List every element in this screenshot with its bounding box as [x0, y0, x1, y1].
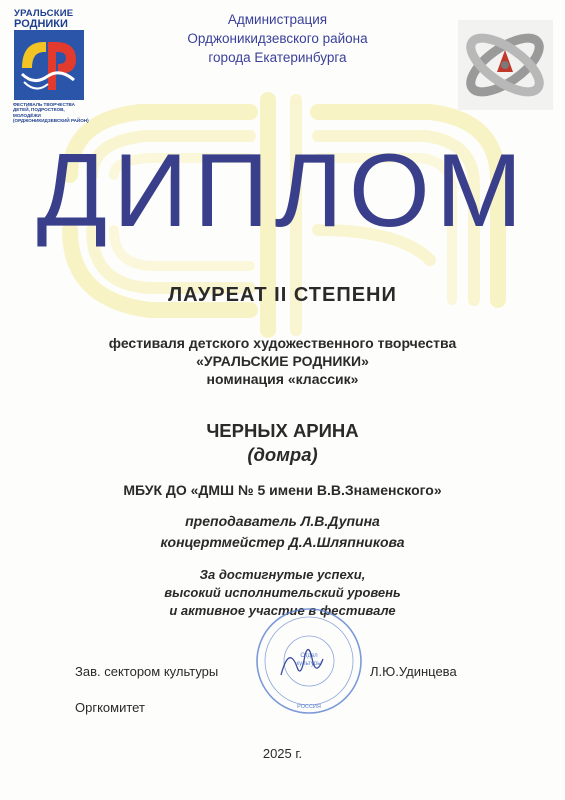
- signatory-name: Л.Ю.Удинцева: [370, 664, 457, 679]
- diploma-title: ДИПЛОМ: [36, 133, 529, 249]
- laureate-degree: ЛАУРЕАТ II СТЕПЕНИ: [168, 284, 397, 306]
- stamp-center-line: Отдел: [300, 653, 318, 659]
- logo-caption: [13, 102, 89, 124]
- festival-logo: [12, 8, 90, 124]
- logo-title-line2: РОДНИКИ: [14, 18, 68, 30]
- festival-line: фестиваля детского художественного творчества: [108, 335, 457, 351]
- teacher-line: преподаватель Л.В.Дупина: [185, 513, 380, 529]
- administration-header: [150, 10, 405, 67]
- school-name: МБУК ДО «ДМШ № 5 имени В.В.Знаменского»: [123, 482, 442, 498]
- stamp-center-line: культуры: [296, 661, 322, 667]
- merit-line: За достигнутые успехи,: [199, 567, 366, 582]
- logo-caption-line: (ОРДЖОНИКИДЗЕВСКИЙ РАЙОН): [13, 118, 89, 124]
- festival-emblem-icon: [14, 30, 84, 100]
- issue-year: 2025 г.: [262, 746, 303, 761]
- stamp-bottom-text: РОССИЯ: [297, 704, 321, 710]
- participant-name: ЧЕРНЫХ АРИНА: [206, 420, 359, 441]
- nomination: номинация «классик»: [206, 371, 359, 387]
- festival-info: [0, 334, 565, 388]
- logo-caption-line: ДЕТЕЙ, ПОДРОСТКОВ, МОЛОДЁЖИ: [13, 107, 65, 118]
- accompanist-line: концертмейстер Д.А.Шляпникова: [160, 534, 405, 550]
- participant-block: [0, 419, 565, 467]
- signatory-title: Зав. сектором культуры: [75, 664, 219, 679]
- logo-caption-line: ФЕСТИВАЛЬ ТВОРЧЕСТВА: [13, 102, 75, 107]
- logo-emblem: [14, 30, 84, 100]
- district-emblem-icon: [458, 20, 553, 110]
- organizing-committee: Оргкомитет: [75, 700, 145, 715]
- official-stamp: [253, 605, 365, 717]
- district-emblem: [458, 20, 553, 110]
- merit-line: и активное участие в фестивале: [169, 603, 396, 618]
- admin-line: города Екатеринбурга: [208, 50, 347, 65]
- participant-instrument: (домра): [247, 444, 318, 465]
- logo-title-line1: УРАЛЬСКИЕ: [14, 8, 74, 19]
- festival-name: «УРАЛЬСКИЕ РОДНИКИ»: [196, 353, 369, 369]
- merit-line: высокий исполнительский уровень: [164, 585, 401, 600]
- teachers-block: [0, 511, 565, 553]
- admin-line: Орджоникидзевского района: [187, 31, 368, 46]
- admin-line: Администрация: [227, 12, 328, 27]
